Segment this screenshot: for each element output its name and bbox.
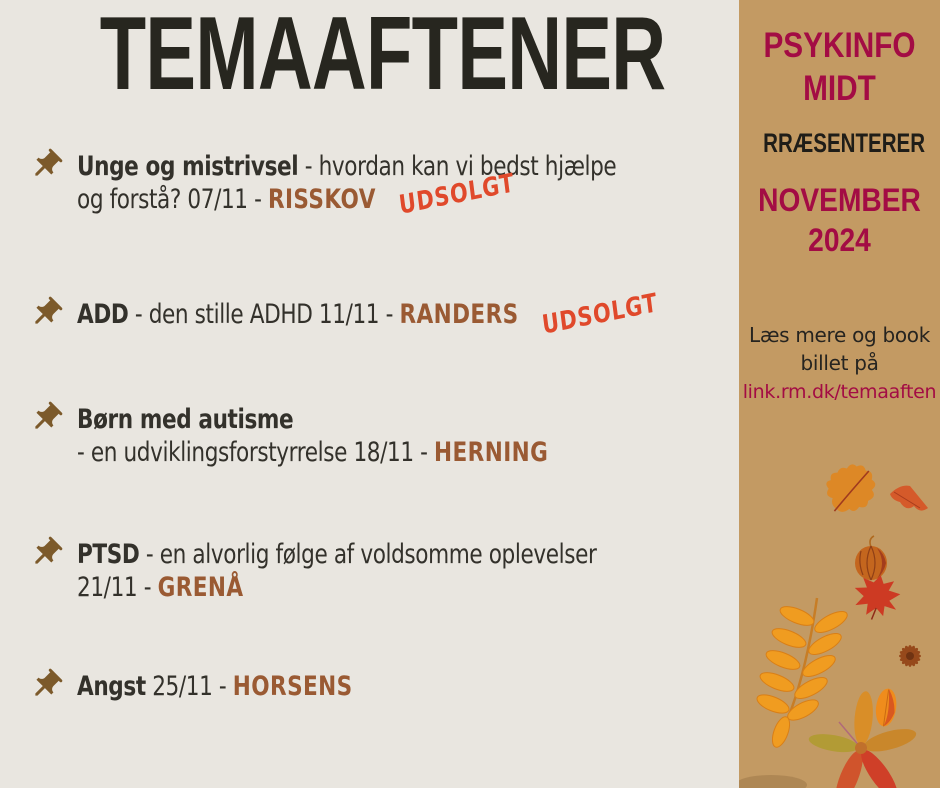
pushpin-icon [28, 667, 64, 703]
event-description: - en udviklingsforstyrrelse 18/11 - [77, 437, 435, 468]
cta-line2: billet på [800, 351, 879, 375]
event-line [77, 571, 596, 604]
event-description: 25/11 - [145, 671, 233, 702]
pushpin-icon [28, 400, 64, 436]
event-line [77, 288, 660, 341]
event-description: - hvordan kan vi bedst hjælpe [298, 151, 617, 182]
month-year: 2024 [808, 222, 871, 258]
event-title: Angst [77, 671, 146, 702]
soldout-badge: UDSOLGT [540, 288, 660, 341]
rowan-leaf-image [755, 598, 851, 749]
event-title: ADD [77, 299, 129, 330]
brand-line1: PSYKINFO [763, 26, 916, 65]
soldout-badge: UDSOLGT [397, 168, 516, 221]
brand-line2: MIDT [803, 69, 876, 108]
star-anise-image [899, 645, 922, 668]
booking-link: link.rm.dk/temaaften [742, 381, 937, 403]
single-leaflet-image [874, 687, 899, 727]
event-line [77, 403, 548, 436]
event-location: HORSENS [232, 671, 353, 702]
event-item-unge-og-mistrivsel [28, 150, 751, 221]
event-title: Børn med autisme [77, 404, 294, 435]
event-item-boern-med-autisme [28, 403, 666, 469]
event-item-angst [28, 670, 422, 703]
event-item-ptsd [28, 538, 726, 604]
event-title: PTSD [77, 539, 140, 570]
page-title: TEMAAFTENER [99, 0, 666, 112]
physalis-pod-image [855, 536, 887, 580]
event-line [77, 168, 616, 221]
creeper-leaf-image [807, 690, 918, 788]
event-title: Unge og mistrivsel [77, 151, 299, 182]
event-description: - den stille ADHD 11/11 - [128, 299, 400, 330]
oak-leaf-image [822, 461, 880, 516]
pushpin-icon [28, 295, 64, 331]
event-location: RANDERS [399, 299, 519, 330]
small-leaf-fragment-image [890, 486, 928, 511]
event-location: HERNING [434, 437, 549, 468]
presents-label: RRÆSENTERER [763, 128, 926, 158]
event-line [77, 538, 596, 571]
autumn-leaves-decoration [739, 440, 940, 788]
event-line [77, 670, 353, 703]
event-line [77, 436, 548, 469]
month-label [751, 180, 928, 260]
maple-leaf-image [851, 572, 903, 623]
pushpin-icon [28, 535, 64, 571]
pushpin-icon [28, 147, 64, 183]
event-description: og forstå? 07/11 - [77, 184, 268, 215]
brand-name [754, 24, 925, 110]
event-location: RISSKOV [267, 184, 376, 215]
cta-line1: Læs mere og book [748, 323, 931, 347]
cta-text [739, 321, 940, 377]
shadow-blob [739, 775, 807, 788]
month-name: NOVEMBER [758, 182, 921, 218]
event-description: - en alvorlig følge af voldsomme oplevelser [139, 539, 597, 570]
event-item-add [28, 288, 803, 341]
event-location: GRENÅ [157, 572, 244, 603]
event-line [77, 150, 616, 183]
event-description: 21/11 - [77, 572, 158, 603]
